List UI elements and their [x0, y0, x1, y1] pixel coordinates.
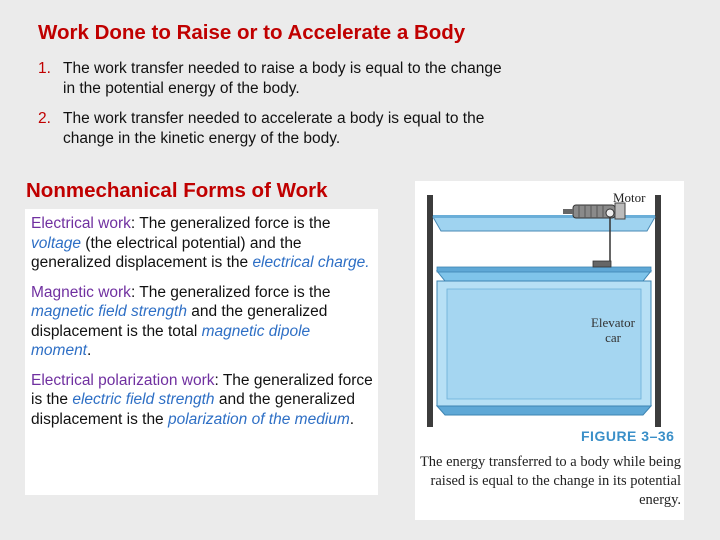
- emphasis-magnetic-dipole-moment: magnetic dipole moment: [31, 322, 311, 359]
- list-item: [38, 109, 508, 148]
- period: .: [87, 342, 92, 359]
- text-segment: : The generalized force is the: [31, 371, 373, 408]
- list-item: [38, 59, 508, 98]
- motor-label: Motor: [613, 190, 646, 205]
- elevator-car-label: [583, 315, 643, 345]
- shaft-wall-right: [655, 195, 661, 427]
- period: .: [349, 410, 355, 428]
- term-polarization-work: Electrical polarization work: [31, 371, 215, 389]
- figure-number: FIGURE 3–36: [581, 428, 675, 444]
- emphasis-voltage: voltage: [31, 234, 81, 252]
- term-magnetic-work: Magnetic work: [31, 283, 131, 301]
- section-title: Nonmechanical Forms of Work: [26, 179, 328, 202]
- period: .: [365, 254, 370, 271]
- emphasis-electrical-charge: electrical charge: [252, 254, 366, 271]
- text-panel: [25, 209, 378, 495]
- shaft-wall-left: [427, 195, 433, 427]
- electrical-work-paragraph: [31, 214, 374, 273]
- slide-title: Work Done to Raise or to Accelerate a Body: [38, 21, 466, 44]
- text-segment: and the generalized displacement is the: [31, 391, 355, 428]
- text-segment: and the generalized displacement is the total: [31, 303, 328, 340]
- text-segment: : The generalized force is the: [130, 283, 331, 301]
- list-number: 2.: [38, 110, 51, 127]
- emphasis-magnetic-field-strength: magnetic field strength: [31, 303, 187, 320]
- polarization-work-paragraph: [31, 371, 374, 430]
- elevator-figure: [415, 181, 684, 520]
- figure-caption: The energy transferred to a body while being raised is equal to the change in its potential energy.: [419, 454, 681, 508]
- emphasis-polarization-of-medium: polarization of the medium: [168, 410, 350, 428]
- text-segment: : The generalized force is the: [130, 215, 331, 232]
- emphasis-electric-field-strength: electric field strength: [72, 391, 215, 408]
- list-number: 1.: [38, 60, 51, 77]
- car-label-line-2: car: [605, 330, 621, 345]
- text-segment: (the electrical potential) and the generalized displacement is the: [31, 234, 302, 271]
- pulley-icon: [606, 209, 614, 217]
- term-electrical-work: Electrical work: [31, 215, 131, 232]
- list-text: The work transfer needed to accelerate a body is equal to the change in the kinetic energy of the body.: [63, 110, 485, 147]
- magnetic-work-paragraph: [31, 283, 374, 361]
- numbered-list: [38, 59, 508, 159]
- car-label-line-1: Elevator: [590, 315, 636, 330]
- list-text: The work transfer needed to raise a body is equal to the change in the potential energy of the body.: [63, 60, 502, 97]
